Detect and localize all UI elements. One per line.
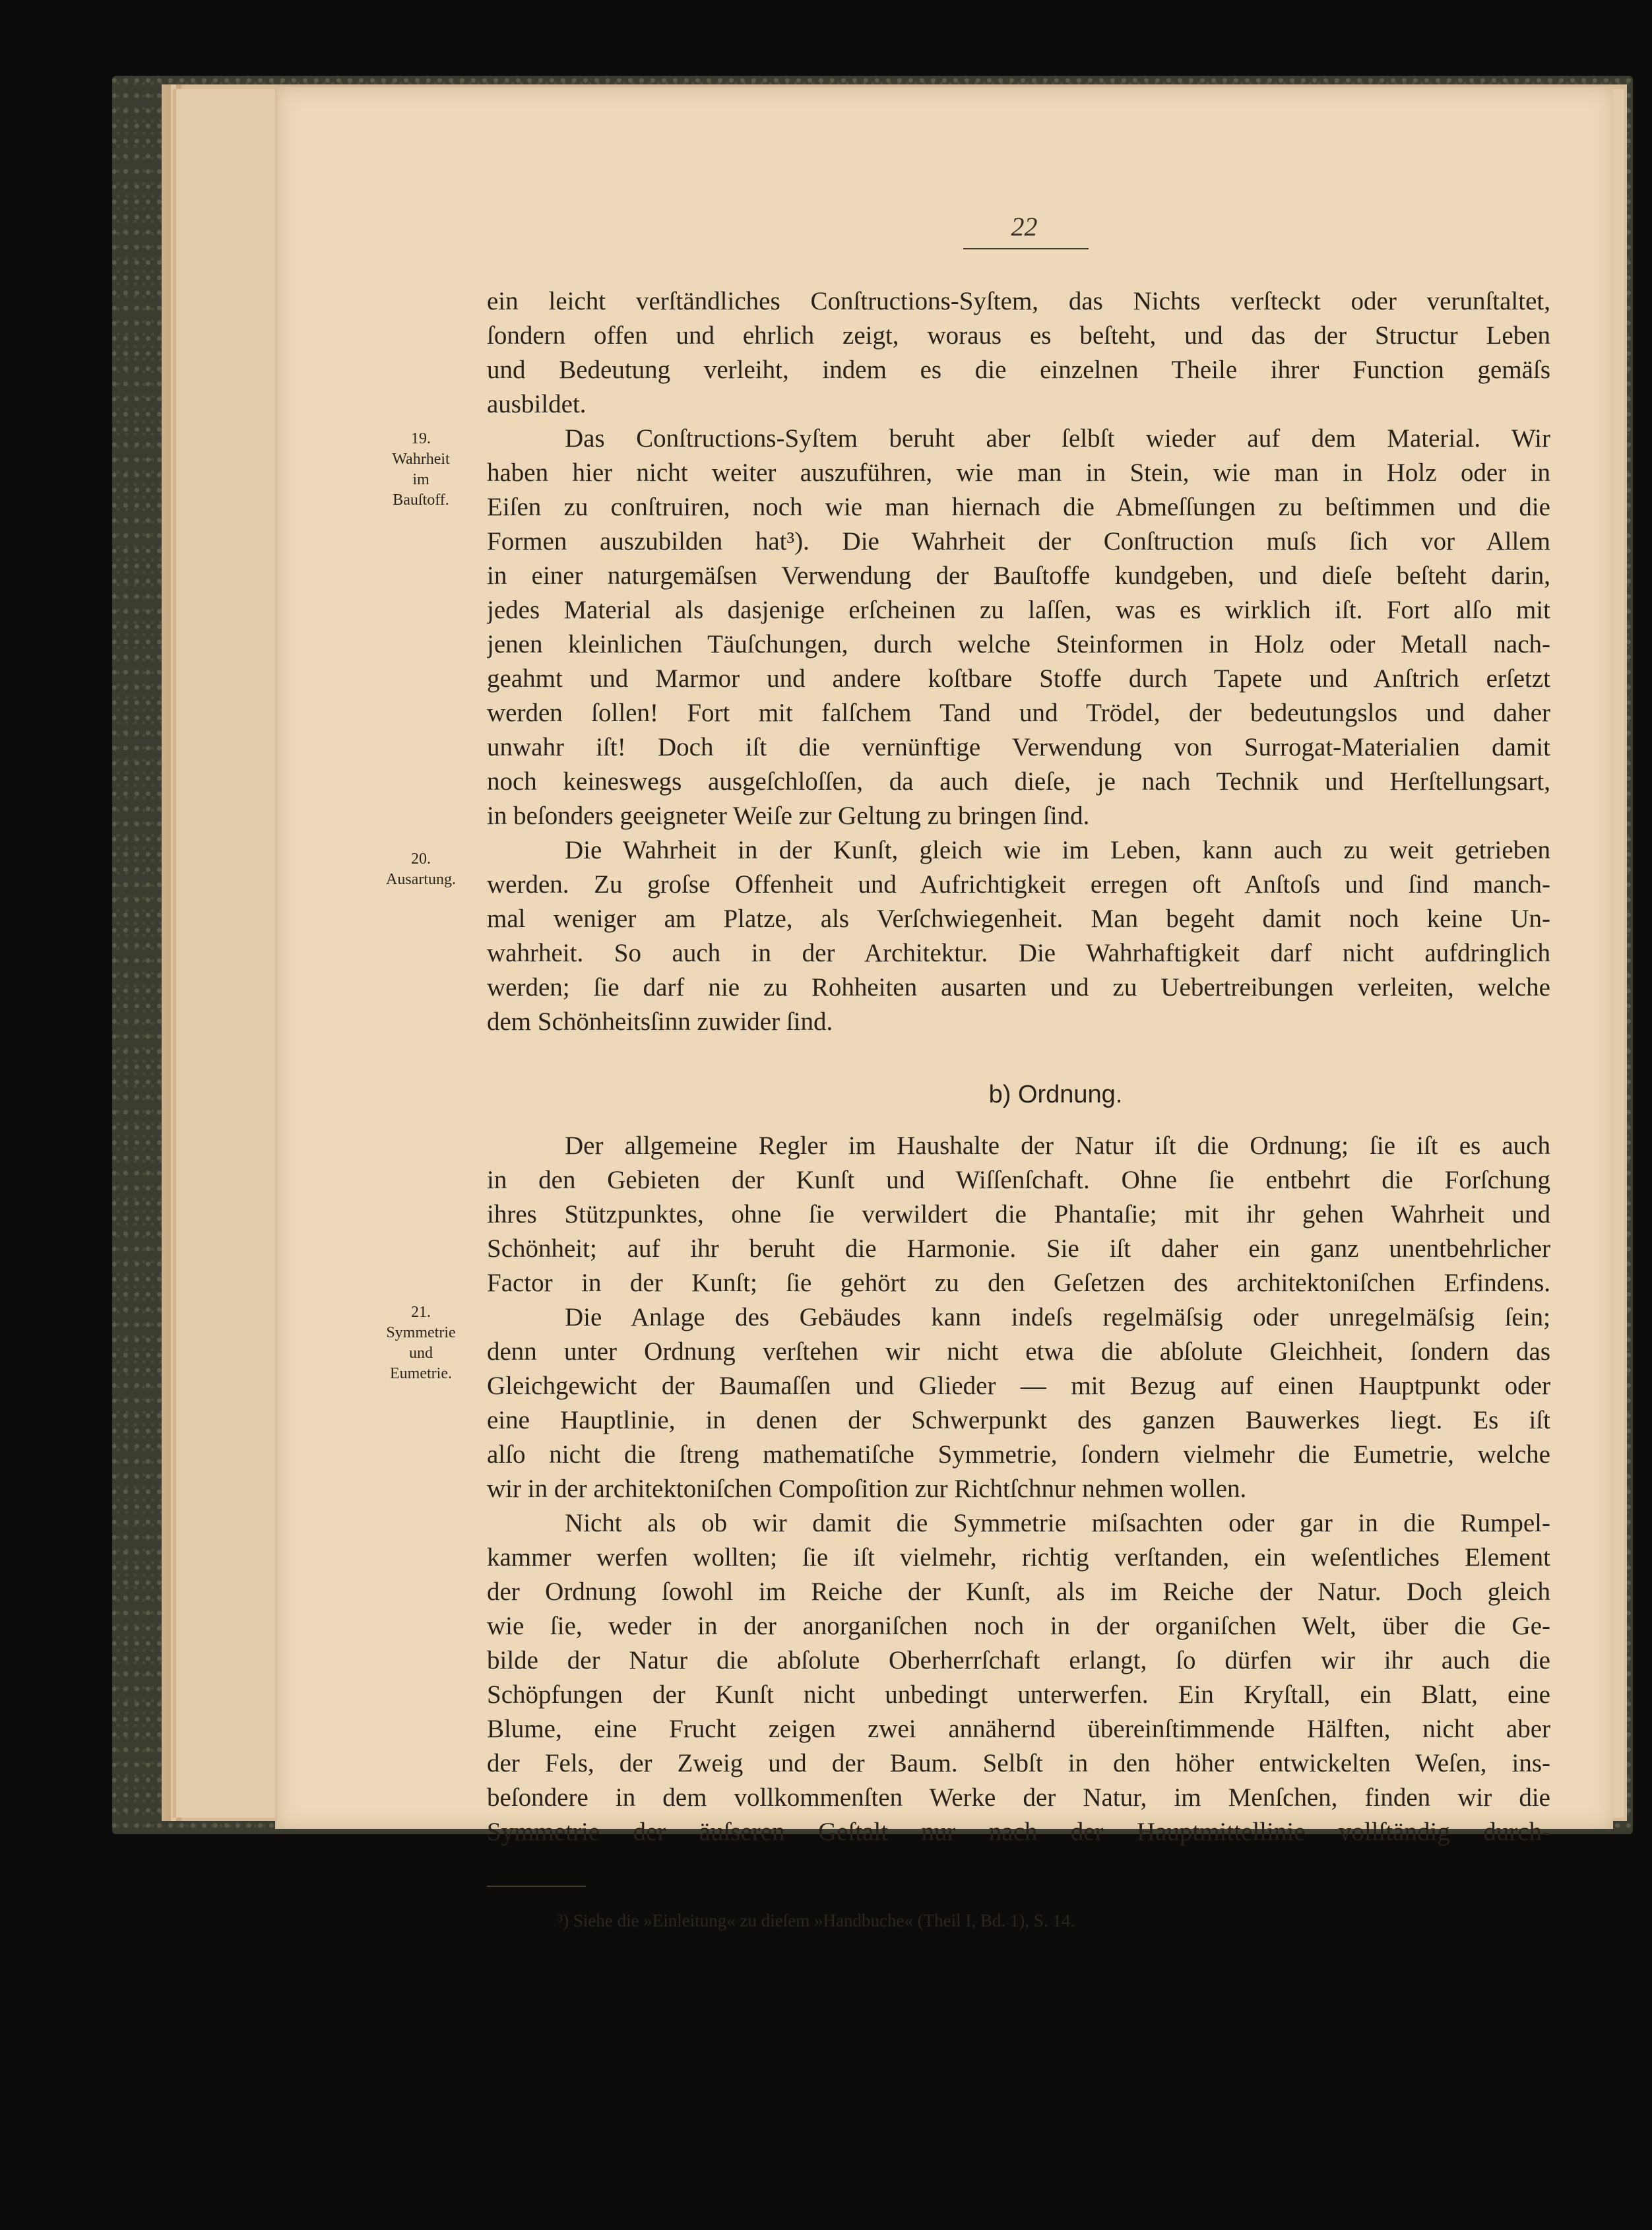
margin-note-text: im <box>412 471 429 488</box>
text-line: Factor in der Kunſt; ſie gehört zu den Geſetzen des architektoniſchen Erfindens. <box>487 1269 1550 1297</box>
text-line: denn unter Ordnung verſtehen wir nicht etwa die abſolute Gleichheit, ſondern das <box>487 1337 1550 1366</box>
text-line: in beſonders geeigneter Weiſe zur Geltung zu bringen ſind. <box>487 802 1090 830</box>
text-line: der Fels, der Zweig und der Baum. Selbſt in den höher entwickelten Weſen, ins- <box>487 1749 1550 1777</box>
margin-note-20 <box>362 849 480 890</box>
margin-note-text: und <box>409 1345 433 1362</box>
text-line: ſondern offen und ehrlich zeigt, woraus es beſteht, und das der Structur Leben <box>487 321 1550 350</box>
margin-note-text: Wahrheit <box>392 451 450 468</box>
text-line: jedes Material als dasjenige erſcheinen zu laſſen, was es wirklich iſt. Fort alſo mit <box>487 596 1550 624</box>
text-line: Symmetrie der äuſseren Geſtalt nur nach der Hauptmittellinie vollſtändig durch- <box>487 1818 1550 1846</box>
text-line: werden; ſie darf nie zu Rohheiten ausarten und zu Uebertreibungen verleiten, welche <box>487 973 1550 1002</box>
text-line: Eiſen zu conſtruiren, noch wie man hiernach die Abmeſſungen zu beſtimmen und die <box>487 493 1550 521</box>
text-line: eine Hauptlinie, in denen der Schwerpunkt des ganzen Bauwerkes liegt. Es iſt <box>487 1406 1550 1434</box>
text-line: geahmt und Marmor und andere koſtbare Stoffe durch Tapete und Anſtrich erſetzt <box>487 664 1550 693</box>
text-line: Die Wahrheit in der Kunſt, gleich wie im Leben, kann auch zu weit getrieben <box>565 836 1550 864</box>
margin-note-number: 19. <box>411 430 431 447</box>
text-line: ein leicht verſtändliches Conſtructions-Syſtem, das Nichts verſteckt oder verunſtaltet, <box>487 287 1550 315</box>
margin-note-text: Ausartung. <box>386 871 456 888</box>
text-line: wir in der architektoniſchen Compoſition zur Richtſchnur nehmen wollen. <box>487 1475 1247 1503</box>
text-line: jenen kleinlichen Täuſchungen, durch welche Steinformen in Holz oder Metall nach- <box>487 630 1550 658</box>
text-line: noch keineswegs ausgeſchloſſen, da auch dieſe, je nach Technik und Herſtellungsart, <box>487 767 1550 796</box>
text-line: Gleichgewicht der Baumaſſen und Glieder — mit Bezug auf einen Hauptpunkt oder <box>487 1372 1550 1400</box>
text-line: ihres Stützpunktes, ohne ſie verwildert die Phantaſie; mit ihr gehen Wahrheit und <box>487 1200 1550 1228</box>
text-line: werden. Zu groſse Offenheit und Aufrichtigkeit erregen oft Anſtoſs und ſind manch- <box>487 870 1550 899</box>
text-line: Die Anlage des Gebäudes kann indeſs regelmäſsig oder unregelmäſsig ſein; <box>565 1303 1550 1331</box>
text-line: mal weniger am Platze, als Verſchwiegenheit. Man begeht damit noch keine Un- <box>487 905 1550 933</box>
text-line: werden ſollen! Fort mit falſchem Tand und Trödel, der bedeutungslos und daher <box>487 699 1550 727</box>
margin-note-number: 21. <box>411 1304 431 1321</box>
footnote: ³) Siehe die »Einleitung« zu dieſem »Handbuche« (Theil I, Bd. 1), S. 14. <box>557 1911 1075 1930</box>
text-line: wahrheit. So auch in der Architektur. Die Wahrhaftigkeit darf nicht aufdringlich <box>487 939 1550 967</box>
text-line: in den Gebieten der Kunſt und Wiſſenſchaft. Ohne ſie entbehrt die Forſchung <box>487 1166 1550 1194</box>
text-line: bilde der Natur die abſolute Oberherrſchaft erlangt, ſo dürfen wir ihr auch die <box>487 1646 1550 1674</box>
text-line: Blume, eine Frucht zeigen zwei annähernd übereinſtimmende Hälften, nicht aber <box>487 1715 1550 1743</box>
text-line: unwahr iſt! Doch iſt die vernünftige Verwendung von Surrogat-Materialien damit <box>487 733 1550 761</box>
text-line: beſondere in dem vollkommenſten Werke der Natur, im Menſchen, finden wir die <box>487 1783 1550 1812</box>
margin-note-text: Eumetrie. <box>390 1365 452 1382</box>
text-line: alſo nicht die ſtreng mathematiſche Symmetrie, ſondern vielmehr die Eumetrie, welche <box>487 1440 1550 1469</box>
margin-note-text: Symmetrie <box>386 1324 456 1341</box>
footnote-rule <box>487 1886 586 1887</box>
header-rule <box>963 248 1089 249</box>
text-line: Der allgemeine Regler im Haushalte der Natur iſt die Ordnung; ſie iſt es auch <box>565 1131 1550 1160</box>
text-block-upper <box>487 284 1550 1039</box>
margin-note-text: Bauſtoff. <box>393 492 449 509</box>
text-line: in einer naturgemäſsen Verwendung der Bauſtoffe kundgeben, und dieſe beſteht darin, <box>487 561 1550 590</box>
text-line: wie ſie, weder in der anorganiſchen noch in der organiſchen Welt, über die Ge- <box>487 1612 1550 1640</box>
text-line: Nicht als ob wir damit die Symmetrie miſsachten oder gar in die Rumpel- <box>565 1509 1550 1537</box>
text-line: Das Conſtructions-Syſtem beruht aber ſelbſt wieder auf dem Material. Wir <box>565 424 1550 453</box>
text-line: kammer werfen wollten; ſie iſt vielmehr, richtig verſtanden, ein weſentliches Element <box>487 1543 1550 1572</box>
text-block-lower <box>487 1129 1550 1849</box>
page-number: 22 <box>1011 212 1038 241</box>
text-line: haben hier nicht weiter auszuführen, wie man in Stein, wie man in Holz oder in <box>487 459 1550 487</box>
margin-note-number: 20. <box>411 850 431 868</box>
text-line: ausbildet. <box>487 390 587 418</box>
text-line: Schöpfungen der Kunſt nicht unbedingt unterwerfen. Ein Kryſtall, ein Blatt, eine <box>487 1680 1550 1709</box>
text-line: und Bedeutung verleiht, indem es die einzelnen Theile ihrer Function gemäſs <box>487 356 1550 384</box>
text-line: der Ordnung ſowohl im Reiche der Kunſt, als im Reiche der Natur. Doch gleich <box>487 1577 1550 1606</box>
text-line: dem Schönheitsſinn zuwider ſind. <box>487 1007 833 1036</box>
margin-note-21 <box>362 1302 480 1384</box>
text-line: Schönheit; auf ihr beruht die Harmonie. Sie iſt daher ein ganz unentbehrlicher <box>487 1234 1550 1263</box>
text-line: Formen auszubilden hat³). Die Wahrheit der Conſtruction muſs ſich vor Allem <box>487 527 1550 556</box>
margin-note-19 <box>362 429 480 511</box>
section-heading: b) Ordnung. <box>988 1081 1123 1108</box>
